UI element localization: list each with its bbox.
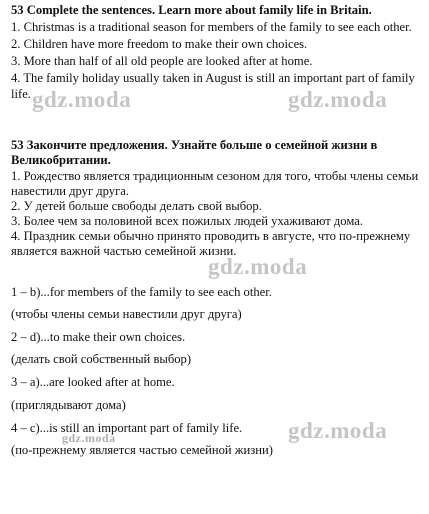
- sentence-4-ru: 4. Праздник семьи обычно принято проводить в августе, что по-прежнему: [11, 229, 411, 243]
- answer-1-translation: (чтобы члены семьи навестили друг друга): [11, 307, 242, 321]
- sentence-3-ru: 3. Более чем за половиной всех пожилых людей ухаживают дома.: [11, 214, 363, 228]
- sentence-4-en: 4. The family holiday usually taken in August is still an important part of family: [11, 71, 415, 85]
- sentence-1-ru-cont: навестили друг друга.: [11, 184, 129, 198]
- watermark: gdz.moda: [32, 87, 132, 112]
- answer-3-translation: (приглядывают дома): [11, 398, 126, 412]
- answer-2: 2 – d)...to make their own choices.: [11, 330, 186, 344]
- answer-3: 3 – a)...are looked after at home.: [11, 375, 175, 389]
- watermark: gdz.moda: [288, 418, 388, 443]
- answer-2-translation: (делать свой собственный выбор): [11, 352, 192, 366]
- sentence-1-en: 1. Christmas is a traditional season for members of the family to see each other.: [11, 20, 412, 34]
- exercise-heading-ru: 53 Закончите предложения. Узнайте больше о семейной жизни в: [11, 138, 378, 152]
- sentence-2-ru: 2. У детей больше свободы делать свой выбор.: [11, 199, 262, 213]
- watermark-small: gdz.moda: [62, 431, 116, 445]
- answer-4-translation: (по-прежнему является частью семейной жизни): [11, 443, 273, 457]
- watermark: gdz.moda: [288, 87, 388, 112]
- sentence-4-ru-cont: является важной частью семейной жизни.: [11, 244, 237, 258]
- exercise-heading-ru-cont: Великобритании.: [11, 153, 111, 167]
- sentence-4-en-cont: life.: [11, 87, 31, 101]
- answer-4: 4 – c)...is still an important part of family life.: [11, 421, 243, 435]
- exercise-heading-en: 53 Complete the sentences. Learn more about family life in Britain.: [11, 3, 372, 17]
- sentence-3-en: 3. More than half of all old people are looked after at home.: [11, 54, 313, 68]
- watermark: gdz.moda: [208, 254, 308, 279]
- sentence-1-ru: 1. Рождество является традиционным сезоном для того, чтобы члены семьи: [11, 169, 419, 183]
- sentence-2-en: 2. Children have more freedom to make their own choices.: [11, 37, 308, 51]
- answer-1: 1 – b)...for members of the family to see each other.: [11, 285, 272, 299]
